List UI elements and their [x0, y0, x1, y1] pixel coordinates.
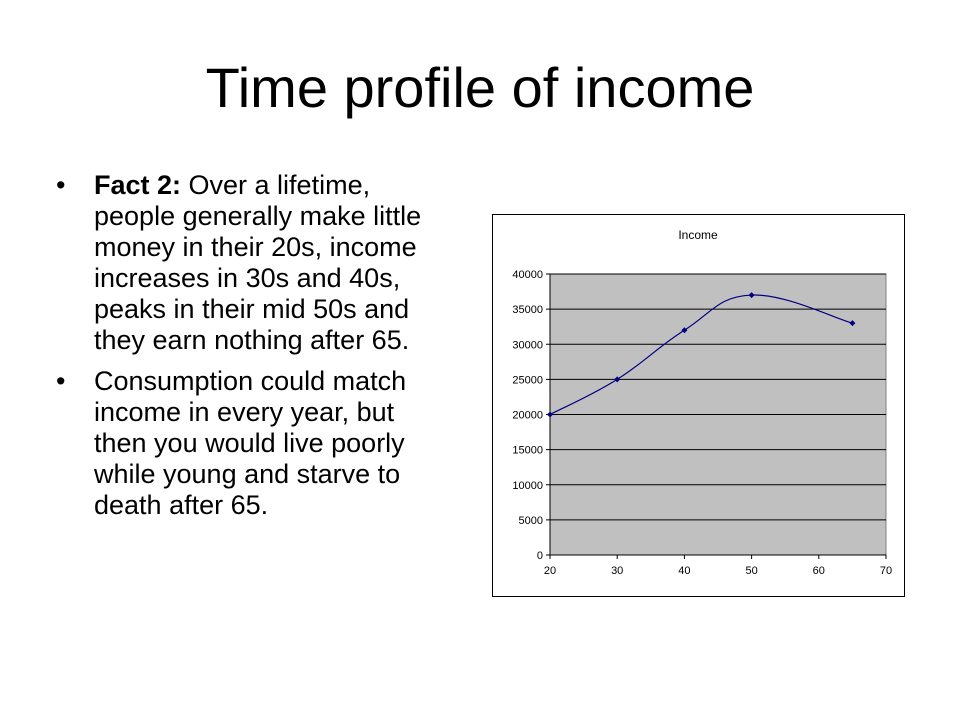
y-tick-label: 5000 [518, 514, 543, 527]
y-tick-label: 40000 [512, 269, 543, 281]
x-tick-label: 20 [543, 565, 557, 577]
bullet-text: Consumption could match income in every year, but then you would live poorly while young and starve to death after 65. [94, 366, 407, 520]
bullet-text: Over a lifetime, people generally make little money in their 20s, income increases in 30s and 40s, peaks in their mid 50s and they earn nothing after 65. [94, 170, 422, 355]
x-tick-label: 70 [879, 565, 893, 577]
bullet-item [56, 170, 454, 356]
income-chart [492, 214, 905, 597]
y-tick-label: 0 [536, 550, 543, 562]
y-tick-label: 20000 [512, 409, 543, 422]
slide-title: Time profile of income [205, 56, 755, 119]
chart-title: Income [678, 228, 718, 242]
x-tick-label: 60 [812, 565, 825, 577]
y-tick-label: 35000 [512, 304, 543, 317]
income-chart-svg [493, 215, 904, 596]
bullet-item [56, 366, 454, 521]
x-tick-label: 50 [745, 565, 758, 577]
y-tick-label: 25000 [512, 374, 543, 387]
y-tick-label: 15000 [512, 444, 543, 457]
x-tick-label: 30 [611, 565, 624, 577]
y-tick-label: 30000 [512, 339, 543, 352]
bullet-bold-lead: Fact 2: [94, 170, 182, 200]
bullet-list [56, 170, 454, 531]
y-tick-label: 10000 [512, 479, 543, 492]
x-tick-label: 40 [678, 565, 691, 577]
